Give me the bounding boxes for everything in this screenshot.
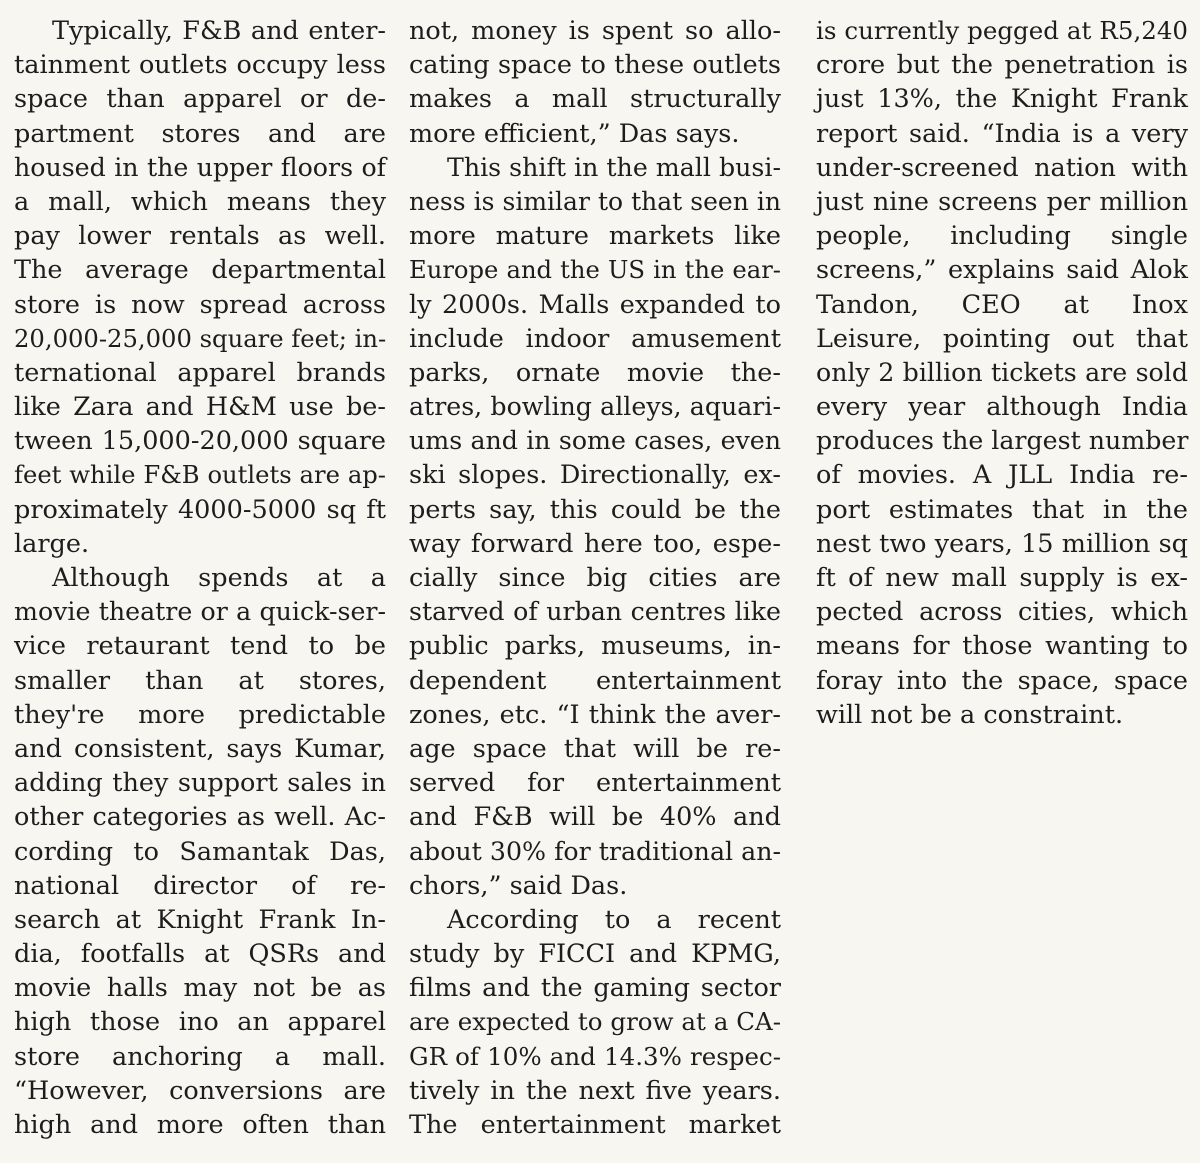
text-line: served for entertainment (409, 768, 781, 799)
text-line: housed in the upper floors of (14, 152, 386, 182)
text-line: only 2 billion tickets are sold (816, 357, 1188, 387)
text-line: a mall, which means they (14, 186, 386, 217)
text-line: and consistent, says Kumar, (14, 733, 386, 764)
text-line: chors,” said Das. (409, 870, 628, 901)
text-line: ly 2000s. Malls expanded to (409, 289, 781, 320)
text-line: will not be a constraint. (816, 699, 1124, 730)
text-line: foray into the space, space (816, 665, 1188, 696)
text-line: like Zara and H&M use be- (14, 392, 386, 423)
text-line: ness is similar to that seen in (409, 186, 781, 216)
text-line: include indoor amusement (409, 323, 781, 354)
text-line: high and more often than (14, 1110, 386, 1140)
text-line: movie halls may not be as (14, 973, 386, 1004)
text-line: The entertainment market (409, 1110, 781, 1140)
text-line: Although spends at a (52, 563, 386, 593)
article-column-3 (816, 0, 1188, 732)
text-line: other categories as well. Ac- (14, 802, 386, 833)
text-line: screens,” explains said Alok (816, 255, 1188, 286)
text-line: more efficient,” Das says. (409, 118, 740, 149)
text-line: they're more predictable (14, 699, 386, 730)
text-line: atres, bowling alleys, aquari- (409, 392, 781, 422)
text-line: search at Knight Frank In- (14, 904, 386, 935)
text-line: zones, etc. “I think the aver- (409, 699, 781, 730)
text-line: people, including single (816, 221, 1188, 252)
text-line: films and the gaming sector (409, 973, 781, 1004)
text-line: dependent entertainment (409, 665, 781, 696)
text-line: large. (14, 528, 90, 559)
text-line: proximately 4000-5000 sq ft (14, 494, 386, 525)
text-line: report said. “India is a very (816, 118, 1188, 149)
article-column-1 (14, 0, 386, 1142)
text-line: just nine screens per million (816, 186, 1188, 217)
article-column-2 (409, 0, 781, 1142)
text-line: more mature markets like (409, 221, 781, 252)
text-line: cating space to these outlets (409, 50, 781, 81)
text-line: vice retaurant tend to be (14, 631, 386, 662)
text-line: pected across cities, which (816, 597, 1188, 628)
text-line: “However, conversions are (14, 1075, 386, 1106)
text-line: not, money is spent so allo- (409, 16, 781, 46)
text-line: high those ino an apparel (14, 1007, 386, 1038)
text-line: nest two years, 15 million sq (816, 528, 1188, 559)
text-line: under-screened nation with (816, 152, 1188, 183)
text-line: partment stores and are (14, 118, 386, 149)
text-line: store anchoring a mall. (14, 1041, 386, 1072)
text-line: ski slopes. Directionally, ex- (409, 460, 781, 491)
text-line: means for those wanting to (816, 631, 1188, 662)
text-line: This shift in the mall busi- (447, 152, 781, 182)
text-line: age space that will be re- (409, 733, 781, 764)
text-line: perts say, this could be the (409, 494, 781, 525)
text-line: cially since big cities are (409, 563, 781, 593)
text-line: is currently pegged at R5,240 (816, 16, 1188, 45)
text-line: ternational apparel brands (14, 357, 386, 388)
text-line: are expected to grow at a CA- (409, 1007, 781, 1037)
text-line: space than apparel or de- (14, 84, 386, 115)
text-line: tively in the next five years. (409, 1075, 781, 1106)
text-line: store is now spread across (14, 289, 386, 320)
text-line: The average departmental (14, 255, 386, 286)
text-line: of movies. A JLL India re- (816, 460, 1188, 491)
text-line: feet while F&B outlets are ap- (14, 460, 386, 490)
text-line: ums and in some cases, even (409, 426, 781, 456)
text-line: about 30% for traditional an- (409, 836, 781, 866)
text-line: makes a mall structurally (409, 84, 781, 115)
text-line: port estimates that in the (816, 494, 1188, 525)
text-line: tween 15,000-20,000 square (14, 426, 386, 457)
text-line: parks, ornate movie the- (409, 357, 781, 388)
text-line: crore but the penetration is (816, 50, 1188, 81)
text-line: ft of new mall supply is ex- (816, 563, 1188, 593)
text-line: produces the largest number (816, 426, 1189, 456)
text-line: According to a recent (447, 904, 781, 935)
text-line: Europe and the US in the ear- (409, 255, 781, 285)
text-line: national director of re- (14, 870, 386, 901)
text-line: Leisure, pointing out that (816, 323, 1188, 354)
text-line: starved of urban centres like (409, 597, 781, 627)
text-line: and F&B will be 40% and (409, 802, 781, 833)
text-line: smaller than at stores, (14, 665, 386, 696)
text-line: just 13%, the Knight Frank (816, 84, 1188, 115)
text-line: dia, footfalls at QSRs and (14, 939, 386, 970)
text-line: 20,000-25,000 square feet; in- (14, 323, 387, 353)
text-line: way forward here too, espe- (409, 528, 781, 559)
text-line: pay lower rentals as well. (14, 221, 386, 252)
text-line: movie theatre or a quick-ser- (14, 597, 386, 627)
text-line: public parks, museums, in- (409, 631, 781, 662)
text-line: Typically, F&B and enter- (52, 16, 386, 46)
text-line: every year although India (816, 392, 1188, 423)
text-line: Tandon, CEO at Inox (816, 289, 1188, 320)
text-line: GR of 10% and 14.3% respec- (409, 1041, 781, 1071)
text-line: cording to Samantak Das, (14, 836, 386, 867)
text-line: tainment outlets occupy less (14, 50, 386, 81)
text-line: study by FICCI and KPMG, (409, 939, 781, 970)
text-line: adding they support sales in (14, 768, 386, 799)
